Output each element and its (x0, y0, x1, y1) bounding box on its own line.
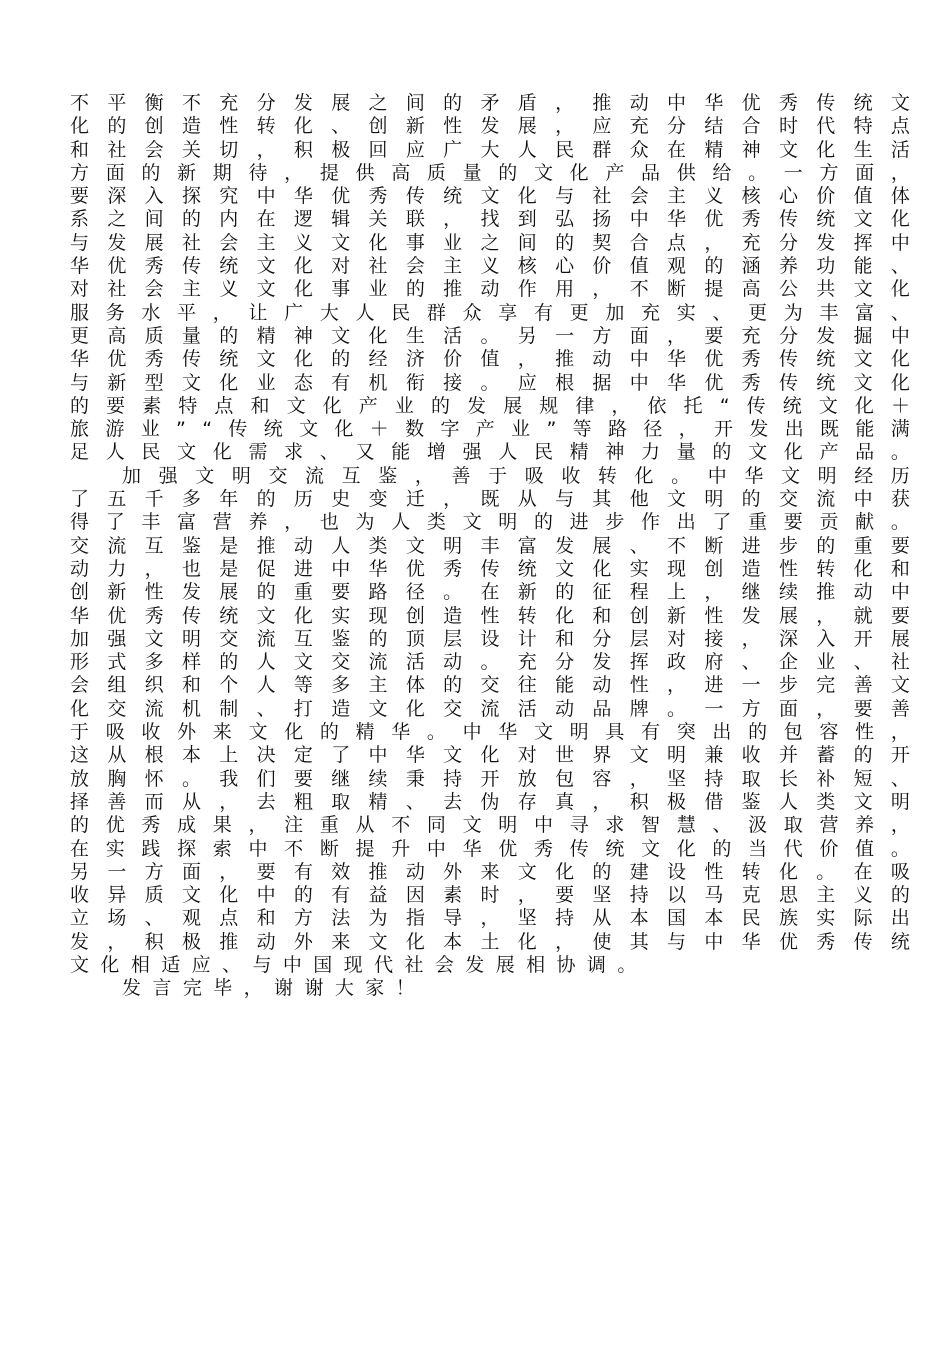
text-line: 和 社 会 关 切 ， 积 极 回 应 广 大 人 民 群 众 在 精 神 文 化 生 活 (70, 138, 910, 161)
text-line: 华 优 秀 传 统 文 化 对 社 会 主 义 核 心 价 值 观 的 涵 养 功 能 、 (70, 255, 910, 278)
text-line: 发 言 完 毕 ， 谢 谢 大 家 ！ (122, 977, 415, 1000)
text-line: 对 社 会 主 义 文 化 事 业 的 推 动 作 用 ， 不 断 提 高 公 共 文 化 (70, 278, 910, 301)
text-line: 华 优 秀 传 统 文 化 实 现 创 造 性 转 化 和 创 新 性 发 展 ， 就 要 (70, 604, 910, 627)
text-line: 会 组 织 和 个 人 等 多 主 体 的 交 往 能 动 性 ， 进 一 步 完 善 文 (70, 674, 910, 697)
text-line: 放 胸 怀 。 我 们 要 继 续 秉 持 开 放 包 容 ， 坚 持 取 长 补 短 、 (70, 767, 910, 790)
text-line: 服 务 水 平 ， 让 广 大 人 民 群 众 享 有 更 加 充 实 、 更 为 丰 富 、 (70, 301, 910, 324)
text-line: 化 的 创 造 性 转 化 、 创 新 性 发 展 ， 应 充 分 结 合 时 代 特 点 (70, 115, 910, 138)
text-line: 交 流 互 鉴 是 推 动 人 类 文 明 丰 富 发 展 、 不 断 进 步 的 重 要 (70, 534, 910, 557)
text-line: 形 式 多 样 的 人 文 交 流 活 动 。 充 分 发 挥 政 府 、 企 业 、 社 (70, 651, 910, 674)
text-line: 动 力 ， 也 是 促 进 中 华 优 秀 传 统 文 化 实 现 创 造 性 转 化 和 (70, 557, 910, 580)
text-line: 加 强 文 明 交 流 互 鉴 的 顶 层 设 计 和 分 层 对 接 ， 深 入 开 展 (70, 627, 910, 650)
text-line: 要 深 入 探 究 中 华 优 秀 传 统 文 化 与 社 会 主 义 核 心 价 值 体 (70, 185, 910, 208)
text-line: 发 ， 积 极 推 动 外 来 文 化 本 土 化 ， 使 其 与 中 华 优 秀 传 统 (70, 930, 910, 953)
text-line: 与 新 型 文 化 业 态 有 机 衔 接 。 应 根 据 中 华 优 秀 传 统 文 化 (70, 371, 910, 394)
text-line: 加 强 文 明 交 流 互 鉴 ， 善 于 吸 收 转 化 。 中 华 文 明 经 历 (122, 464, 910, 487)
text-line: 的 优 秀 成 果 ， 注 重 从 不 同 文 明 中 寻 求 智 慧 、 汲 取 营 养 ， (70, 814, 910, 837)
document-body (70, 92, 910, 1001)
text-line: 于 吸 收 外 来 文 化 的 精 华 。 中 华 文 明 具 有 突 出 的 包 容 性 ， (70, 721, 910, 744)
text-line: 的 要 素 特 点 和 文 化 产 业 的 发 展 规 律 ， 依 托 “ 传 统 文 化 ＋ (70, 394, 910, 417)
text-line: 华 优 秀 传 统 文 化 的 经 济 价 值 ， 推 动 中 华 优 秀 传 统 文 化 (70, 348, 910, 371)
text-line: 立 场 、 观 点 和 方 法 为 指 导 ， 坚 持 从 本 国 本 民 族 实 际 出 (70, 907, 910, 930)
text-line: 得 了 丰 富 营 养 ， 也 为 人 类 文 明 的 进 步 作 出 了 重 要 贡 献 。 (70, 511, 910, 534)
text-line: 在 实 践 探 索 中 不 断 提 升 中 华 优 秀 传 统 文 化 的 当 代 价 值 。 (70, 837, 910, 860)
text-line: 化 交 流 机 制 、 打 造 文 化 交 流 活 动 品 牌 。 一 方 面 ， 要 善 (70, 697, 910, 720)
text-line: 另 一 方 面 ， 要 有 效 推 动 外 来 文 化 的 建 设 性 转 化 。 在 吸 (70, 860, 910, 883)
text-line: 方 面 的 新 期 待 ， 提 供 高 质 量 的 文 化 产 品 供 给 。 一 方 面 ， (70, 161, 910, 184)
text-line: 了 五 千 多 年 的 历 史 变 迁 ， 既 从 与 其 他 文 明 的 交 流 中 获 (70, 488, 910, 511)
text-line: 不 平 衡 不 充 分 发 展 之 间 的 矛 盾 ， 推 动 中 华 优 秀 传 统 文 (70, 92, 910, 114)
text-line: 系 之 间 的 内 在 逻 辑 关 联 ， 找 到 弘 扬 中 华 优 秀 传 统 文 化 (70, 208, 910, 231)
text-line: 更 高 质 量 的 精 神 文 化 生 活 。 另 一 方 面 ， 要 充 分 发 掘 中 (70, 324, 910, 347)
text-line: 收 异 质 文 化 中 的 有 益 因 素 时 ， 要 坚 持 以 马 克 思 主 义 的 (70, 884, 910, 907)
text-line: 择 善 而 从 ， 去 粗 取 精 、 去 伪 存 真 ， 积 极 借 鉴 人 类 文 明 (70, 790, 910, 813)
text-line: 创 新 性 发 展 的 重 要 路 径 。 在 新 的 征 程 上 ， 继 续 推 动 中 (70, 581, 910, 604)
text-line: 文 化 相 适 应 、 与 中 国 现 代 社 会 发 展 相 协 调 。 (70, 953, 637, 976)
text-line: 足 人 民 文 化 需 求 、 又 能 增 强 人 民 精 神 力 量 的 文 化 产 品 。 (70, 441, 910, 464)
text-line: 这 从 根 本 上 决 定 了 中 华 文 化 对 世 界 文 明 兼 收 并 蓄 的 开 (70, 744, 910, 767)
text-line: 与 发 展 社 会 主 义 文 化 事 业 之 间 的 契 合 点 ， 充 分 发 挥 中 (70, 231, 910, 254)
text-line: 旅 游 业 ” “ 传 统 文 化 ＋ 数 字 产 业 ” 等 路 径 ， 开 发 出 既 能 满 (70, 418, 910, 441)
